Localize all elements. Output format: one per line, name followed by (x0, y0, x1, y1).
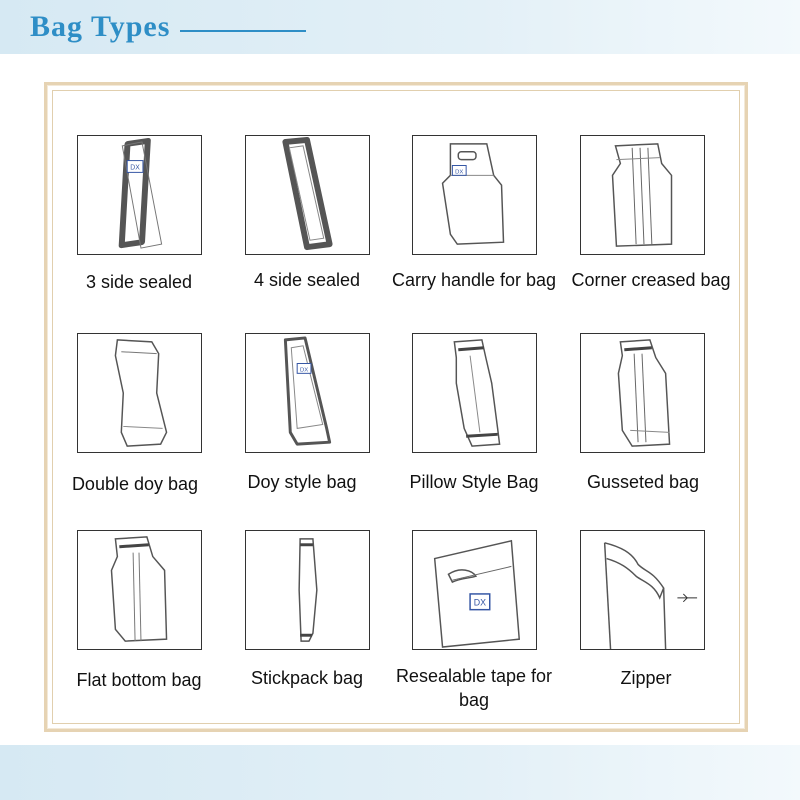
bag-label: Corner creased bag (571, 270, 731, 290)
double-doy-bag-icon (77, 333, 202, 453)
dx-logo-text: DX (455, 169, 464, 176)
doy-style-bag-icon (245, 333, 370, 453)
four-side-sealed-bag-icon (245, 135, 370, 255)
bag-label: Stickpack bag (250, 668, 364, 688)
pillow-style-bag-icon (412, 333, 537, 453)
dx-logo-text: DX (473, 597, 487, 608)
bag-label: Resealable tape for bag (395, 666, 553, 710)
carry-handle-bag-icon (412, 135, 537, 255)
page-title: Bag Types (30, 10, 171, 43)
dx-logo-text: DX (299, 367, 309, 374)
bag-label: 3 side sealed (85, 272, 193, 292)
flat-bottom-bag-icon (77, 530, 202, 650)
bag-label: Carry handle for bag (391, 270, 557, 290)
corner-creased-bag-icon (580, 135, 705, 255)
stickpack-bag-icon (245, 530, 370, 650)
bag-label: 4 side sealed (253, 270, 361, 290)
dx-logo-text: DX (130, 164, 140, 172)
gusseted-bag-icon (580, 333, 705, 453)
title-underline (180, 30, 306, 32)
three-side-sealed-bag-icon (77, 135, 202, 255)
bag-label: Zipper (620, 668, 672, 688)
bag-label: Pillow Style Bag (409, 472, 539, 492)
bag-label: Doy style bag (247, 472, 357, 492)
resealable-tape-bag-icon (412, 530, 537, 650)
footer-band (0, 745, 800, 800)
bag-label: Double doy bag (71, 474, 199, 494)
bag-label: Flat bottom bag (76, 670, 202, 690)
bag-label: Gusseted bag (586, 472, 700, 492)
zipper-icon (580, 530, 705, 650)
